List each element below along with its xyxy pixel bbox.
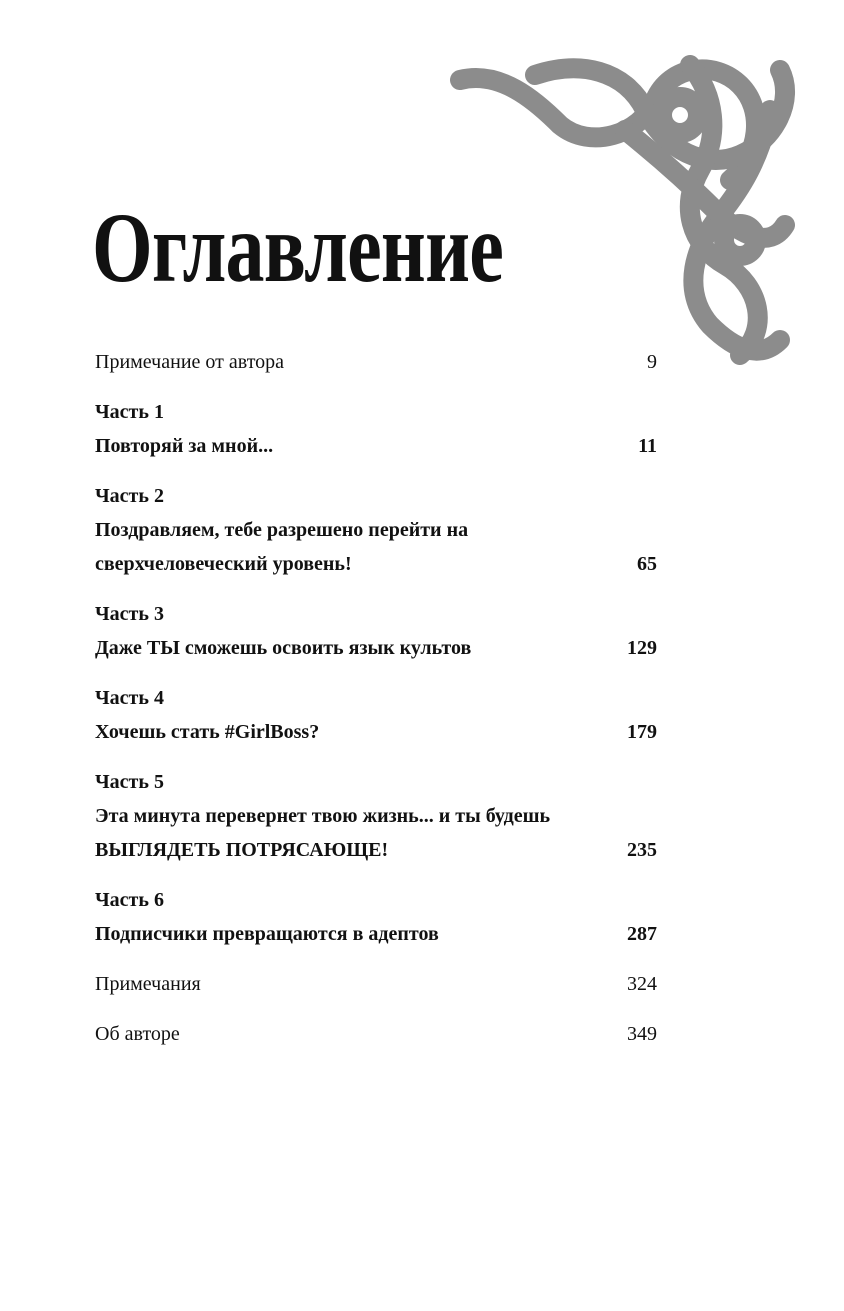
toc-entry-page: 235 bbox=[627, 839, 657, 861]
toc-part-title: Даже ТЫ сможешь освоить язык культов bbox=[95, 637, 472, 659]
toc-part-label: Часть 4 bbox=[95, 687, 164, 709]
toc-part-5[interactable] bbox=[95, 765, 657, 867]
toc-part-label: Часть 5 bbox=[95, 771, 164, 793]
toc-entry-page: 324 bbox=[627, 973, 657, 995]
toc-entry-label: Примечание от автора bbox=[95, 351, 285, 373]
toc-part-4[interactable] bbox=[95, 681, 657, 749]
toc-entry-label: Об авторе bbox=[95, 1023, 180, 1045]
toc-entry-page: 349 bbox=[627, 1023, 657, 1045]
toc-part-label: Часть 3 bbox=[95, 603, 164, 625]
toc-entry-page: 11 bbox=[638, 435, 657, 457]
toc-part-1[interactable] bbox=[95, 395, 657, 463]
toc-entry-author-note[interactable] bbox=[95, 345, 657, 379]
toc-entry-page: 65 bbox=[637, 553, 657, 575]
toc-part-title: Эта минута перевернет твою жизнь... и ты будешь bbox=[95, 805, 551, 827]
toc-entry-label: Примечания bbox=[95, 973, 201, 995]
toc-part-title: Поздравляем, тебе разрешено перейти на bbox=[95, 519, 469, 541]
toc-entry-page: 129 bbox=[627, 637, 657, 659]
toc-entry-page: 9 bbox=[647, 351, 657, 373]
toc-entry-about[interactable] bbox=[95, 1017, 657, 1051]
toc-part-label: Часть 1 bbox=[95, 401, 164, 423]
toc-part-3[interactable] bbox=[95, 597, 657, 665]
toc-entry-page: 179 bbox=[627, 721, 657, 743]
toc-part-title: Хочешь стать #GirlBoss? bbox=[95, 721, 320, 743]
toc-entry-notes[interactable] bbox=[95, 967, 657, 1001]
toc-entry-page: 287 bbox=[627, 923, 657, 945]
toc-part-2[interactable] bbox=[95, 479, 657, 581]
table-of-contents bbox=[95, 345, 657, 1051]
toc-part-title: Повторяй за мной... bbox=[95, 435, 274, 457]
toc-part-6[interactable] bbox=[95, 883, 657, 951]
toc-part-title: Подписчики превращаются в адептов bbox=[95, 923, 439, 945]
page-title: Оглавление bbox=[92, 192, 504, 303]
toc-part-title: сверхчеловеческий уровень! bbox=[95, 553, 352, 575]
toc-part-label: Часть 2 bbox=[95, 485, 164, 507]
toc-part-title: ВЫГЛЯДЕТЬ ПОТРЯСАЮЩЕ! bbox=[95, 839, 389, 861]
toc-part-label: Часть 6 bbox=[95, 889, 164, 911]
